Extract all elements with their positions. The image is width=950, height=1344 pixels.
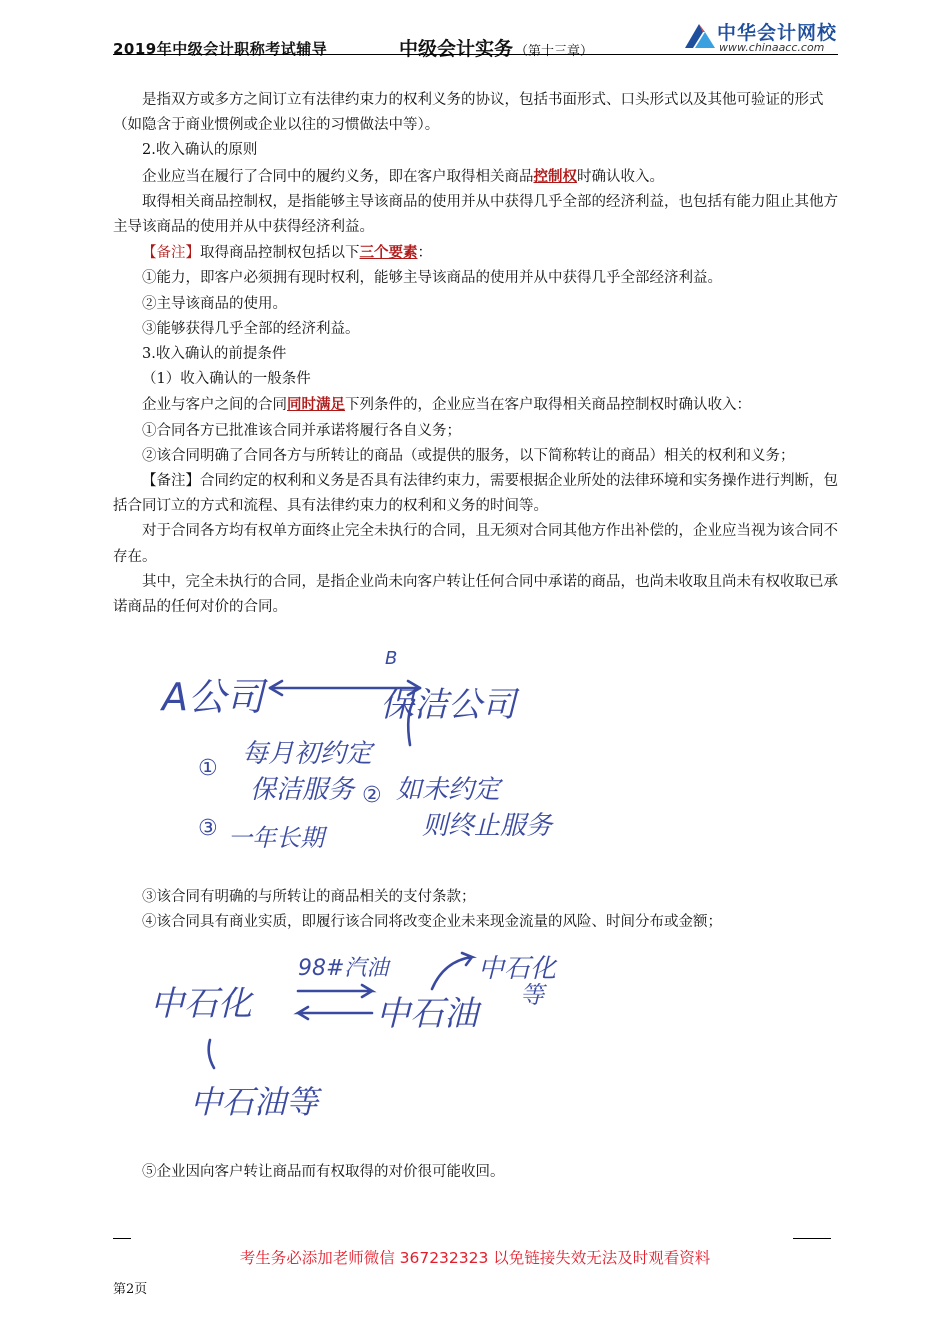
paragraph-conditions-intro [113, 392, 840, 418]
subsection-heading-general: （1）收入确认的一般条件 [142, 371, 311, 388]
sketch-cleaning-service: 保洁服务 [250, 775, 355, 805]
text-run: 取得商品控制权包括以下 [200, 245, 360, 262]
paragraph-control-meaning: 取得相关商品控制权，是指能够主导该商品的使用并从中获得几乎全部的经济利益，也包括有能力阻止其他方主导该商品的使用并从中获得经济利益。 [113, 193, 838, 236]
paragraph-unexecuted: 对于合同各方均有权单方面终止完全未执行的合同，且无须对合同其他方作出补偿的，企业应当视为该合同不存在。 [113, 523, 838, 565]
highlight-three-elements: 三个要素 [359, 244, 418, 262]
footer-wechat-notice: 考生务必添加老师微信 367232323 以免链接失效无法及时观看资料 [239, 1249, 711, 1267]
document-body [113, 88, 840, 620]
handwritten-sketch-contract [160, 640, 660, 870]
document-body-continued [113, 885, 840, 935]
condition-item-4: ④该合同具有商业实质，即履行该合同将改变企业未来现金流量的风险、时间分布或金额； [142, 914, 722, 931]
header-exam-title: 2019年中级会计职称考试辅导 [113, 40, 328, 58]
sketch-gasoline-98: 98#汽油 [298, 956, 389, 981]
site-logo[interactable] [683, 14, 843, 54]
sketch-etc: 等 [520, 981, 544, 1009]
paragraph-contract-definition: 是指双方或多方之间订立有法律约束力的权利义务的协议，包括书面形式、口头形式以及其他可验证的形式（如隐含于商业惯例或企业以往的习惯做法中等）。 [113, 92, 824, 134]
list-item-direct-use: ②主导该商品的使用。 [142, 295, 287, 312]
text-run: 企业应当在履行了合同中的履约义务，即在客户取得相关商品 [142, 168, 534, 185]
sketch-num-2: ② [362, 783, 382, 808]
sketch-sinopec-left: 中石化 [150, 984, 252, 1024]
list-item-ability: ①能力，即客户必须拥有现时权利，能够主导该商品的使用并从中获得几乎全部经济利益。 [142, 270, 722, 287]
highlight-control-right: 控制权 [533, 167, 577, 185]
header-rule [113, 54, 838, 55]
logo-triangle-icon [683, 20, 717, 50]
section-heading-principle: 2.收入确认的原则 [142, 142, 258, 159]
condition-item-3: ③该合同有明确的与所转让的商品相关的支付条款； [142, 889, 476, 905]
text-run: 下列条件的，企业应当在客户取得相关商品控制权时确认收入： [345, 397, 751, 414]
header-course-name: 中级会计实务 [399, 38, 514, 60]
sketch-petrochina: 中石油 [376, 994, 478, 1034]
condition-item-2: ②该合同明确了合同各方与所转让的商品（或提供的服务，以下简称转让的商品）相关的权利和义务； [142, 447, 795, 464]
sketch-one-year: 一年长期 [228, 824, 324, 852]
section-heading-conditions: 3.收入确认的前提条件 [142, 346, 287, 363]
sketch-num-1: ① [198, 756, 218, 781]
sketch-if-not-agree: 如未约定 [396, 775, 501, 805]
document-body-final [113, 1160, 840, 1185]
highlight-simultaneously: 同时满足 [287, 396, 345, 414]
page-header [113, 14, 838, 60]
sketch-terminate-service: 则终止服务 [422, 811, 553, 841]
text-run: ： [417, 245, 432, 262]
handwritten-sketch-exchange [150, 945, 630, 1145]
sketch-sinopec-right: 中石化 [478, 954, 557, 984]
footer-rule-left [113, 1238, 131, 1239]
sketch-b-letter: B [385, 648, 398, 669]
text-run: 时确认收入。 [577, 168, 664, 185]
sketch-petrochina-etc: 中石油等 [190, 1083, 319, 1121]
text-run: 企业与客户之间的合同 [142, 397, 287, 414]
header-course [399, 34, 593, 61]
paragraph-note-legal [113, 469, 840, 519]
footer-rule-right [793, 1238, 831, 1239]
logo-name: 中华会计网校 [717, 22, 838, 44]
note-label: 【备注】 [142, 245, 200, 262]
paragraph-principle [113, 164, 840, 190]
condition-item-1: ①合同各方已批准该合同并承诺将履行各自义务； [142, 422, 461, 439]
paragraph-unexecuted-definition: 其中，完全未执行的合同，是指企业尚未向客户转让任何合同中承诺的商品，也尚未收取且尚未有权收取已承诺商品的任何对价的合同。 [113, 573, 838, 616]
sketch-num-3: ③ [198, 816, 218, 841]
paragraph-note-elements [113, 240, 840, 266]
text-run: 合同约定的权利和义务是否具有法律约束力，需要根据企业所处的法律环境和实务操作进行判断，包括合同订立的方式和流程、具有法律约束力的权利和义务的时间等。 [113, 473, 838, 515]
sketch-monthly-agree: 每月初约定 [242, 739, 373, 769]
note-label: 【备注】 [142, 473, 200, 490]
header-chapter: （第十三章） [515, 44, 594, 59]
logo-url: www.chinaacc.com [719, 41, 825, 54]
condition-item-5: ⑤企业因向客户转让商品而有权取得的对价很可能收回。 [142, 1164, 505, 1180]
page-number: 第2页 [113, 1282, 148, 1297]
list-item-benefits: ③能够获得几乎全部的经济利益。 [142, 320, 360, 337]
sketch-cleaning-company: 保洁公司 [380, 685, 516, 725]
sketch-a-company: A公司 [162, 675, 264, 719]
